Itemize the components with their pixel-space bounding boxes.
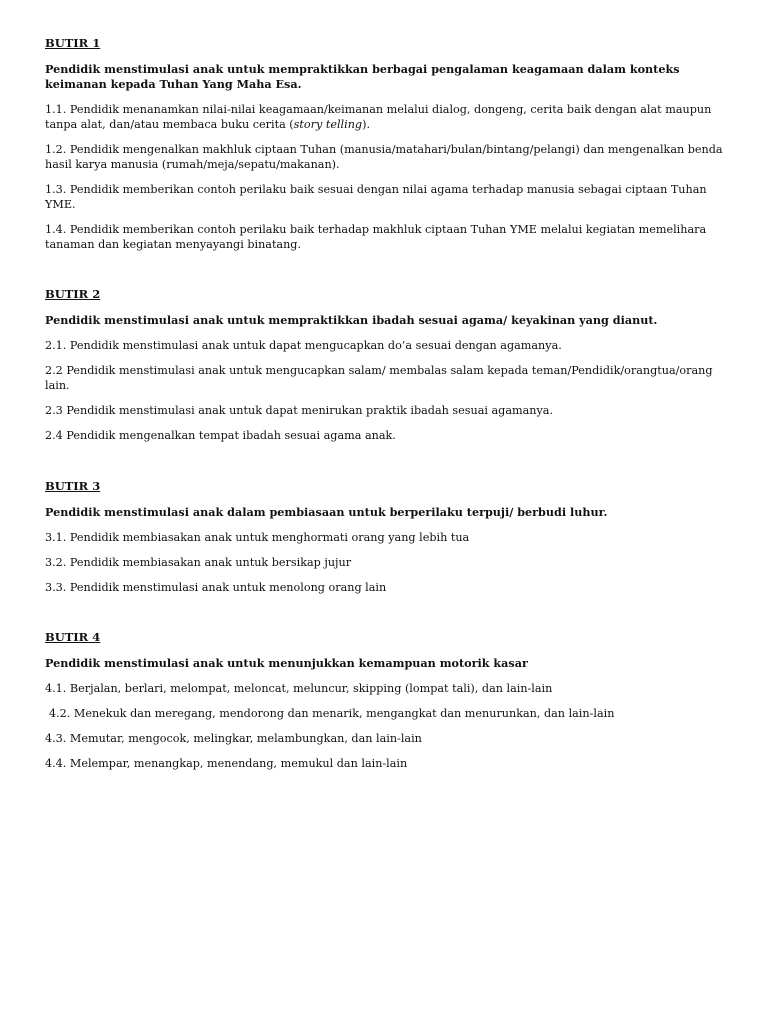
section-title: BUTIR 4	[45, 630, 101, 644]
section-intro: Pendidik menstimulasi anak untuk menunjukkan kemampuan motorik kasar	[45, 656, 528, 670]
list-item: 2.3 Pendidik menstimulasi anak untuk dapat menirukan praktik ibadah sesuai agamanya.	[45, 404, 554, 417]
list-item: 3.1. Pendidik membiasakan anak untuk menghormati orang yang lebih tua	[45, 531, 470, 544]
section-butir-1	[45, 36, 735, 252]
section-title: BUTIR 3	[45, 479, 101, 493]
list-item: 4.1. Berjalan, berlari, melompat, meloncat, meluncur, skipping (lompat tali), dan lain-lain	[45, 682, 553, 695]
list-item: 4.4. Melempar, menangkap, menendang, memukul dan lain-lain	[45, 757, 408, 770]
list-item: 2.1. Pendidik menstimulasi anak untuk dapat mengucapkan do’a sesuai dengan agamanya.	[45, 339, 562, 352]
list-item: 1.1. Pendidik menanamkan nilai-nilai keagamaan/keimanan melalui dialog, dongeng, cerita baik dengan alat maupun tanpa alat, dan/atau membaca buku cerita (story telling).	[45, 103, 712, 131]
list-item: 3.2. Pendidik membiasakan anak untuk bersikap jujur	[45, 556, 352, 569]
list-item: 4.2. Menekuk dan meregang, mendorong dan menarik, mengangkat dan menurunkan, dan lain-lain	[49, 707, 615, 720]
list-item: 2.4 Pendidik mengenalkan tempat ibadah sesuai agama anak.	[45, 429, 396, 442]
section-intro: Pendidik menstimulasi anak untuk mempraktikkan berbagai pengalaman keagamaan dalam konteks keimanan kepada Tuhan Yang Maha Esa.	[45, 62, 680, 91]
list-item: 2.2 Pendidik menstimulasi anak untuk mengucapkan salam/ membalas salam kepada teman/Pendidik/orangtua/orang lain.	[45, 364, 713, 392]
section-butir-2	[45, 287, 735, 443]
list-item: 4.3. Memutar, mengocok, melingkar, melambungkan, dan lain-lain	[45, 732, 422, 745]
list-item: 3.3. Pendidik menstimulasi anak untuk menolong orang lain	[45, 581, 387, 594]
section-intro: Pendidik menstimulasi anak untuk mempraktikkan ibadah sesuai agama/ keyakinan yang dianut.	[45, 313, 658, 327]
section-title: BUTIR 1	[45, 36, 101, 50]
section-butir-3	[45, 479, 735, 595]
list-item: 1.3. Pendidik memberikan contoh perilaku baik sesuai dengan nilai agama terhadap manusia sebagai ciptaan Tuhan YME.	[45, 183, 707, 211]
list-item: 1.2. Pendidik mengenalkan makhluk ciptaan Tuhan (manusia/matahari/bulan/bintang/pelangi) dan mengenalkan benda hasil karya manusia (rumah/meja/sepatu/makanan).	[45, 143, 723, 171]
section-intro: Pendidik menstimulasi anak dalam pembiasaan untuk berperilaku terpuji/ berbudi luhur.	[45, 505, 608, 519]
section-butir-4	[45, 630, 735, 771]
section-title: BUTIR 2	[45, 287, 101, 301]
list-item: 1.4. Pendidik memberikan contoh perilaku baik terhadap makhluk ciptaan Tuhan YME melalui kegiatan memelihara tanaman dan kegiatan menyayangi binatang.	[45, 223, 707, 251]
